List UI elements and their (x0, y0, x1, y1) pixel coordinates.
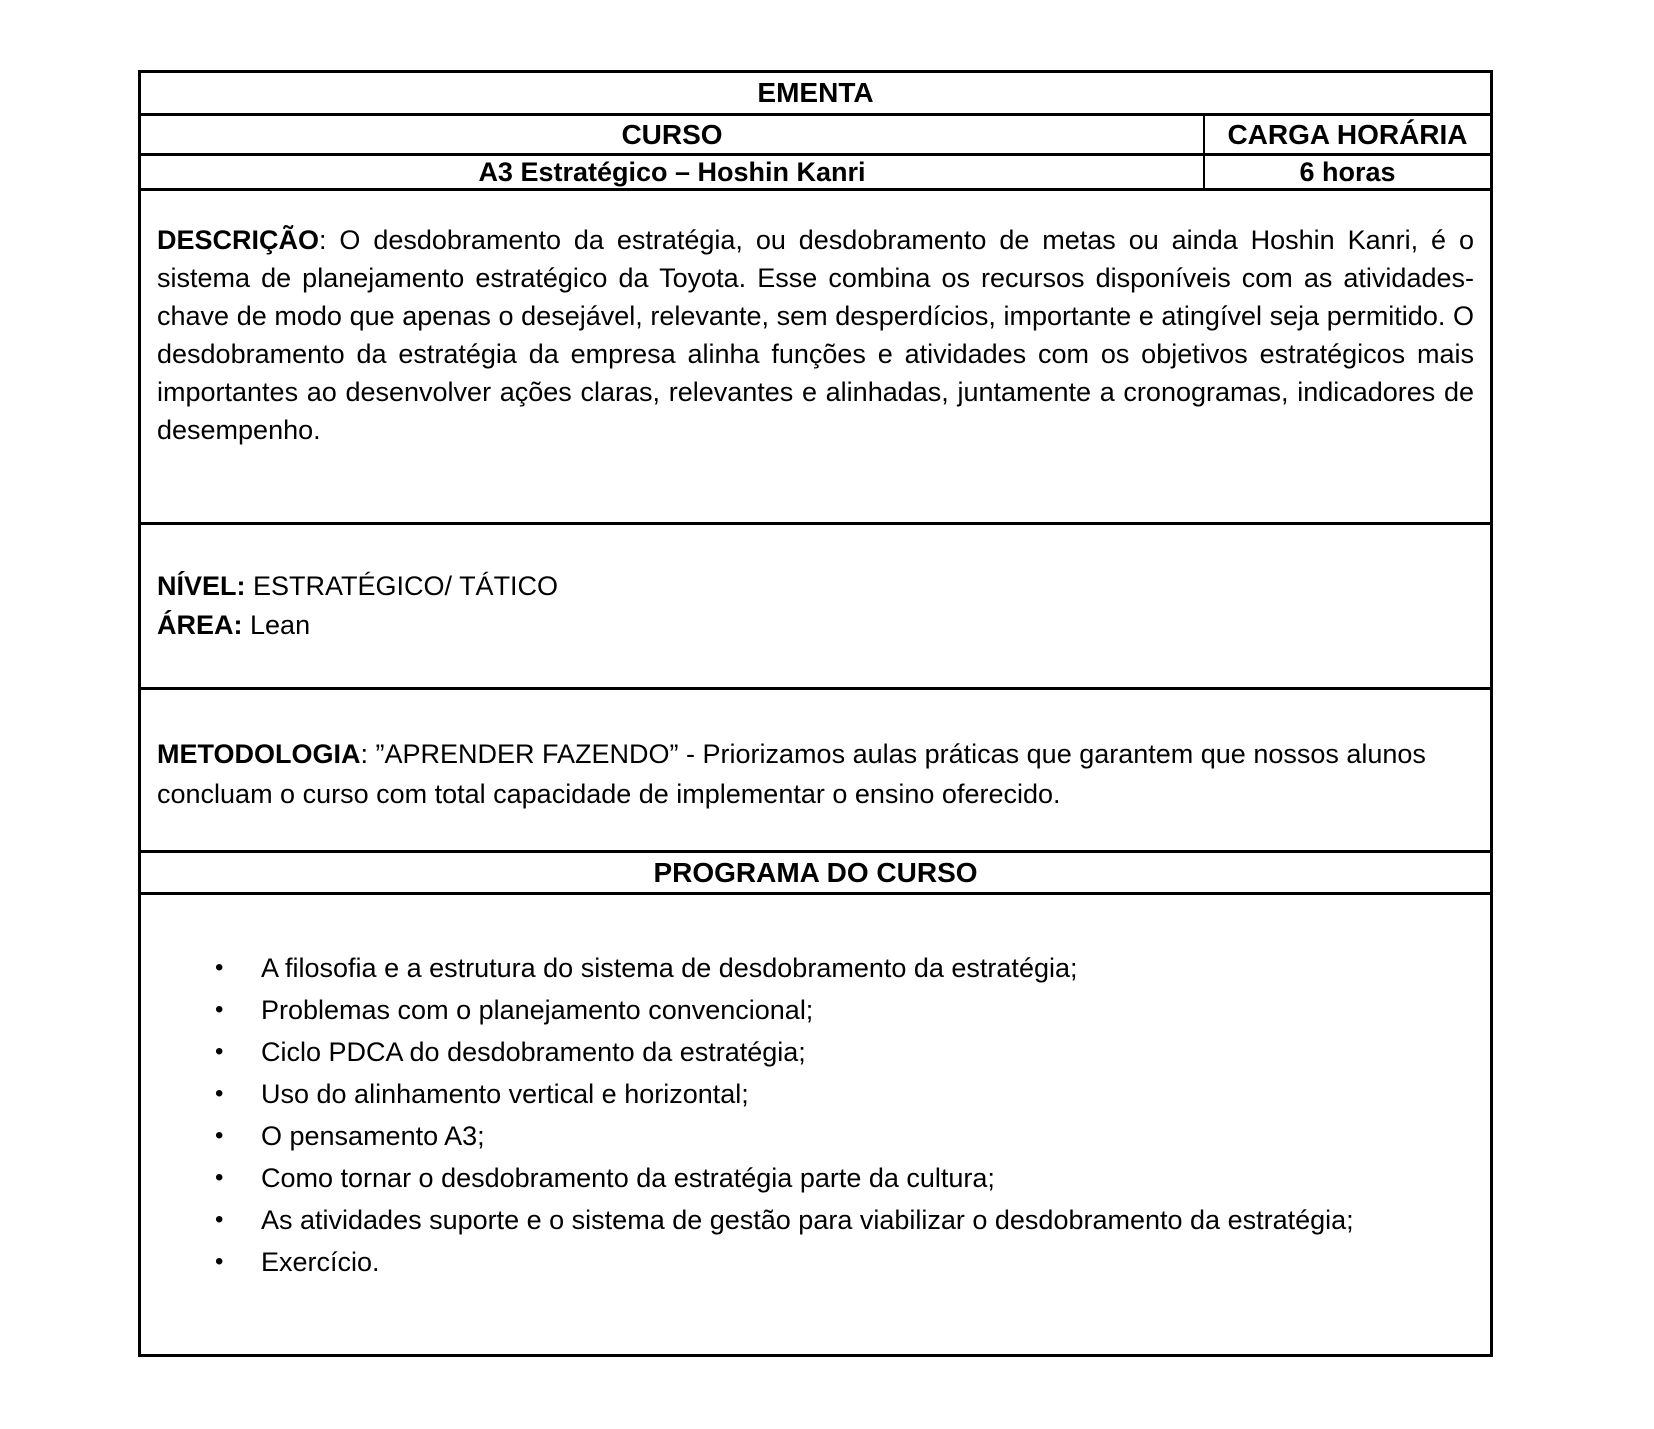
area-line (157, 606, 1474, 645)
metodologia-label: METODOLOGIA (157, 739, 361, 769)
descricao-section (141, 191, 1490, 525)
metodologia-section (141, 690, 1490, 853)
program-item-text: O pensamento A3; (261, 1121, 485, 1151)
course-row (141, 156, 1490, 191)
metodologia-paragraph (157, 734, 1474, 814)
program-item (215, 1157, 1474, 1199)
program-item (215, 947, 1474, 989)
column-header-row (141, 116, 1490, 156)
bullet-icon: • (215, 1164, 224, 1191)
course-name-cell (141, 156, 1203, 188)
area-label: ÁREA: (157, 610, 243, 640)
area-value: Lean (250, 610, 311, 640)
metodologia-text: : ”APRENDER FAZENDO” - Priorizamos aulas práticas que garantem que nossos alunos concluam o curso com total capacidade de implementar o ensino oferecido. (157, 739, 1426, 809)
bullet-icon: • (215, 1080, 224, 1107)
program-item-text: Problemas com o planejamento convencional; (261, 995, 814, 1025)
ementa-table (138, 70, 1493, 1357)
nivel-label: NÍVEL: (157, 571, 246, 601)
bullet-icon: • (215, 1206, 224, 1233)
table-title-row (141, 73, 1490, 116)
course-name: A3 Estratégico – Hoshin Kanri (478, 156, 866, 187)
descricao-paragraph (157, 221, 1474, 449)
programa-title-row (141, 853, 1490, 895)
program-item (215, 1241, 1474, 1283)
program-item-text: Como tornar o desdobramento da estratégia parte da cultura; (261, 1163, 995, 1193)
table-title: EMENTA (757, 77, 874, 108)
program-item-text: As atividades suporte e o sistema de gestão para viabilizar o desdobramento da estratégia; (261, 1205, 1354, 1235)
program-item (215, 989, 1474, 1031)
program-item-text: Uso do alinhamento vertical e horizontal; (261, 1079, 749, 1109)
programa-title: PROGRAMA DO CURSO (653, 856, 978, 888)
program-item-text: A filosofia e a estrutura do sistema de desdobramento da estratégia; (261, 953, 1078, 983)
descricao-label: DESCRIÇÃO (157, 225, 320, 255)
bullet-icon: • (215, 954, 224, 981)
bullet-icon: • (215, 1122, 224, 1149)
program-item-text: Ciclo PDCA do desdobramento da estratégia; (261, 1037, 806, 1067)
program-item-text: Exercício. (261, 1247, 380, 1277)
bullet-icon: • (215, 1038, 224, 1065)
program-item (215, 1073, 1474, 1115)
bullet-icon: • (215, 1248, 224, 1275)
program-item (215, 1199, 1474, 1241)
program-item (215, 1031, 1474, 1073)
carga-horaria-header-label: CARGA HORÁRIA (1227, 118, 1468, 150)
nivel-area-section (141, 525, 1490, 690)
carga-horaria-header-cell (1203, 116, 1490, 153)
programa-list-section (141, 895, 1490, 1354)
program-item (215, 1115, 1474, 1157)
programa-list (157, 947, 1474, 1283)
descricao-text: : O desdobramento da estratégia, ou desdobramento de metas ou ainda Hoshin Kanri, é o sistema de planejamento estratégico da Toyota. Esse combina os recursos disponíveis com as atividades-chave de modo que apenas o desejável, relevante, sem desperdícios, importante e atingível seja permitido. O desdobramento da estratégia da empresa alinha funções e atividades com os objetivos estratégicos mais importantes ao desenvolver ações claras, relevantes e alinhadas, juntamente a cronogramas, indicadores de desempenho. (157, 225, 1474, 445)
bullet-icon: • (215, 996, 224, 1023)
nivel-value: ESTRATÉGICO/ TÁTICO (253, 571, 559, 601)
nivel-line (157, 567, 1474, 606)
course-hours-cell (1203, 156, 1490, 188)
course-hours: 6 horas (1299, 156, 1396, 187)
curso-header-label: CURSO (621, 118, 723, 150)
curso-header-cell (141, 116, 1203, 153)
